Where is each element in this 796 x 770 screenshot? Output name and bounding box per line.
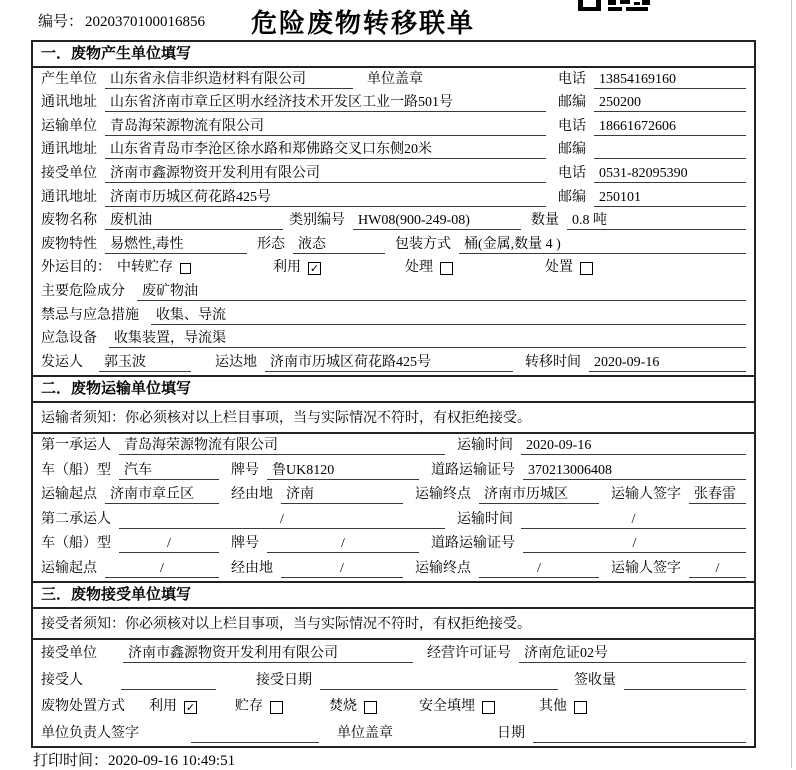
plate-number2-label: 牌号 xyxy=(231,536,259,552)
checkbox-label: 利用 xyxy=(149,699,177,715)
second-carrier-value: / xyxy=(119,511,445,529)
consignor-value: 郭玉波 xyxy=(99,354,191,372)
responsible-signature-row xyxy=(33,719,754,746)
waste-property-row xyxy=(33,233,754,257)
print-time-label: 打印时间： xyxy=(33,753,109,769)
plate-number-label: 牌号 xyxy=(231,462,259,478)
checkbox-label: 贮存 xyxy=(235,699,263,715)
destination-label: 运达地 xyxy=(215,354,257,370)
hazard-component-label: 主要危险成分 xyxy=(41,283,125,299)
transporter-address-label: 通讯地址 xyxy=(41,142,97,158)
section2-header: 二．废物运输单位填写 xyxy=(33,375,754,403)
accept-person-value xyxy=(121,672,216,690)
endpoint-label: 运输终点 xyxy=(415,487,471,503)
checkbox xyxy=(364,701,377,714)
endpoint2-value: / xyxy=(479,560,599,578)
waste-form-label: 形态 xyxy=(257,236,285,252)
qr-code-fragment xyxy=(578,0,650,11)
waste-property-value: 易燃性,毒性 xyxy=(105,236,247,254)
receiver-phone-value: 0531-82095390 xyxy=(594,165,746,183)
producer-address-row xyxy=(33,92,754,116)
accept-unit-value: 济南市鑫源物资开发利用有限公司 xyxy=(123,645,413,663)
purpose-option-dispose xyxy=(545,259,593,277)
business-license-label: 经营许可证号 xyxy=(427,646,511,662)
emergency-equipment-value: 收集装置，导流渠 xyxy=(109,330,746,348)
checkbox xyxy=(180,263,191,274)
transport-route-row xyxy=(33,483,754,508)
waste-code-label: 类别编号 xyxy=(289,213,345,229)
page-title: 危险废物转移联单 xyxy=(250,8,475,38)
contraindication-label: 禁忌与应急措施 xyxy=(41,307,139,323)
receiver-unit-row xyxy=(33,162,754,186)
checkbox xyxy=(440,262,453,275)
carrier-signature2-label: 运输人签字 xyxy=(611,560,681,576)
disposal-option-other xyxy=(539,698,587,716)
checkbox xyxy=(270,701,283,714)
outbound-purpose-row xyxy=(33,257,754,281)
transporter-unit-label: 运输单位 xyxy=(41,118,97,134)
producer-unit-row xyxy=(33,68,754,92)
producer-phone-label: 电话 xyxy=(558,71,586,87)
vehicle-type-row xyxy=(33,458,754,483)
second-carrier-row xyxy=(33,507,754,532)
emergency-equipment-row xyxy=(33,328,754,352)
vehicle-type-value: 汽车 xyxy=(119,462,219,480)
transfer-time-value: 2020-09-16 xyxy=(589,354,746,372)
purpose-option-utilize xyxy=(273,259,321,277)
checkbox xyxy=(482,701,495,714)
producer-address-value: 山东省济南市章丘区明水经济技术开发区工业一路501号 xyxy=(105,94,546,112)
date-value xyxy=(533,725,746,743)
contraindication-value: 收集、导流 xyxy=(151,307,746,325)
transport-time-value: 2020-09-16 xyxy=(521,437,746,455)
waste-quantity-value: 0.8 吨 xyxy=(567,212,746,230)
producer-unit-value: 山东省永信非织造材料有限公司 xyxy=(105,71,353,89)
road-permit2-value: / xyxy=(523,535,746,553)
endpoint2-label: 运输终点 xyxy=(415,560,471,576)
transport-time2-label: 运输时间 xyxy=(457,511,513,527)
packing-method-value: 桶(金属,数量 4 ) xyxy=(459,236,746,254)
responsible-signature-value xyxy=(191,725,319,743)
packing-method-label: 包装方式 xyxy=(395,236,451,252)
transporter-unit-row xyxy=(33,115,754,139)
disposal-method-row xyxy=(33,693,754,720)
disposal-option-incinerate xyxy=(329,698,377,716)
checkbox xyxy=(580,262,593,275)
origin2-label: 运输起点 xyxy=(41,560,97,576)
checkbox-label: 中转贮存 xyxy=(117,260,173,276)
hazard-component-row xyxy=(33,280,754,304)
checkbox-label: 处理 xyxy=(405,260,433,276)
accept-person-label: 接受人 xyxy=(41,672,83,688)
transporter-postcode-value xyxy=(594,141,746,159)
transporter-notice: 运输者须知：你必须核对以上栏目事项，当与实际情况不符时，有权拒绝接受。 xyxy=(33,403,754,434)
first-carrier-value: 青岛海荣源物流有限公司 xyxy=(119,437,445,455)
transporter-address-row xyxy=(33,139,754,163)
transporter-postcode-label: 邮编 xyxy=(558,142,586,158)
via2-value: / xyxy=(281,560,403,578)
producer-phone-value: 13854169160 xyxy=(594,71,746,89)
transport-time2-value: / xyxy=(521,511,746,529)
checkbox-label: 焚烧 xyxy=(329,699,357,715)
carrier-signature-value: 张春雷 xyxy=(689,486,746,504)
receiver-notice: 接受者须知：你必须核对以上栏目事项，当与实际情况不符时，有权拒绝接受。 xyxy=(33,609,754,640)
producer-unit-label: 产生单位 xyxy=(41,71,97,87)
receiver-address-row xyxy=(33,186,754,210)
second-carrier-label: 第二承运人 xyxy=(41,511,111,527)
checkbox-label: 安全填埋 xyxy=(419,699,475,715)
waste-name-label: 废物名称 xyxy=(41,213,97,229)
via-label: 经由地 xyxy=(231,487,273,503)
transporter-address-value: 山东省青岛市李沧区徐水路和郑佛路交叉口东侧20米 xyxy=(105,141,546,159)
receiver-unit-label: 接受单位 xyxy=(41,165,97,181)
receiver-unit-value: 济南市鑫源物资开发利用有限公司 xyxy=(105,165,546,183)
transporter-unit-value: 青岛海荣源物流有限公司 xyxy=(105,118,546,136)
carrier-signature2-value: / xyxy=(689,560,746,578)
unit-seal2-label: 单位盖章 xyxy=(337,725,393,741)
vehicle-type2-label: 车（船）型 xyxy=(41,536,111,552)
accept-unit-label: 接受单位 xyxy=(41,646,97,662)
waste-name-value: 废机油 xyxy=(105,212,283,230)
disposal-option-utilize xyxy=(149,698,197,716)
hazard-component-value: 废矿物油 xyxy=(137,283,746,301)
producer-postcode-label: 邮编 xyxy=(558,95,586,111)
via-value: 济南 xyxy=(281,486,403,504)
checkbox xyxy=(574,701,587,714)
plate-number-value: 鲁UK8120 xyxy=(267,462,419,480)
section1-header: 一．废物产生单位填写 xyxy=(33,42,754,68)
origin2-value: / xyxy=(105,560,219,578)
waste-quantity-label: 数量 xyxy=(531,213,559,229)
transport-route2-row xyxy=(33,556,754,581)
contraindication-row xyxy=(33,304,754,328)
window-right-edge xyxy=(791,0,792,768)
disposal-method-label: 废物处置方式 xyxy=(41,699,125,715)
waste-form-value: 液态 xyxy=(293,236,385,254)
serial-label: 编号： xyxy=(38,14,84,30)
purpose-option-treat xyxy=(405,259,453,277)
first-carrier-row xyxy=(33,434,754,459)
business-license-value: 济南危证02号 xyxy=(519,645,746,663)
origin-value: 济南市章丘区 xyxy=(105,486,219,504)
road-permit-label: 道路运输证号 xyxy=(431,462,515,478)
origin-label: 运输起点 xyxy=(41,487,97,503)
producer-address-label: 通讯地址 xyxy=(41,95,97,111)
consignor-label: 发运人 xyxy=(41,354,83,370)
vehicle-type-label: 车（船）型 xyxy=(41,462,111,478)
receiver-address-value: 济南市历城区荷花路425号 xyxy=(105,189,546,207)
vehicle-type2-value: / xyxy=(119,535,219,553)
section3-header: 三．废物接受单位填写 xyxy=(33,581,754,609)
date-label: 日期 xyxy=(497,725,525,741)
transporter-phone-value: 18661672606 xyxy=(594,118,746,136)
transfer-time-label: 转移时间 xyxy=(525,354,581,370)
signed-quantity-value xyxy=(624,672,746,690)
transfer-form xyxy=(31,40,756,748)
accept-unit-row xyxy=(33,640,754,667)
vehicle-type2-row xyxy=(33,532,754,557)
receiver-postcode-label: 邮编 xyxy=(558,189,586,205)
checkbox-label: 处置 xyxy=(545,260,573,276)
checkbox: ✓ xyxy=(309,261,320,275)
checkbox-label: 其他 xyxy=(539,699,567,715)
road-permit-value: 370213006408 xyxy=(523,462,746,480)
purpose-option-transfer-storage xyxy=(117,259,191,277)
disposal-option-storage xyxy=(235,698,283,716)
destination-value: 济南市历城区荷花路425号 xyxy=(265,354,513,372)
accept-date-label: 接受日期 xyxy=(256,672,312,688)
receiver-phone-label: 电话 xyxy=(558,165,586,181)
disposal-option-landfill xyxy=(419,698,495,716)
checkbox-label: 利用 xyxy=(273,260,301,276)
consignor-row xyxy=(33,351,754,375)
producer-postcode-value: 250200 xyxy=(594,94,746,112)
waste-property-label: 废物特性 xyxy=(41,236,97,252)
responsible-signature-label: 单位负责人签字 xyxy=(41,725,139,741)
print-time-line xyxy=(33,749,235,770)
emergency-equipment-label: 应急设备 xyxy=(41,331,97,347)
unit-seal-label: 单位盖章 xyxy=(367,71,423,87)
print-time-value: 2020-09-16 10:49:51 xyxy=(108,753,236,769)
serial-number: 2020370100016856 xyxy=(85,14,206,30)
via2-label: 经由地 xyxy=(231,560,273,576)
transporter-phone-label: 电话 xyxy=(558,118,586,134)
accept-person-row xyxy=(33,666,754,693)
receiver-postcode-value: 250101 xyxy=(594,189,746,207)
checkbox: ✓ xyxy=(185,700,196,714)
transport-time-label: 运输时间 xyxy=(457,438,513,454)
carrier-signature-label: 运输人签字 xyxy=(611,487,681,503)
outbound-purpose-label: 外运目的： xyxy=(41,260,111,276)
waste-name-row xyxy=(33,210,754,234)
receiver-address-label: 通讯地址 xyxy=(41,189,97,205)
endpoint-value: 济南市历城区 xyxy=(479,486,599,504)
accept-date-value xyxy=(320,672,558,690)
signed-quantity-label: 签收量 xyxy=(574,672,616,688)
plate-number2-value: / xyxy=(267,535,419,553)
road-permit2-label: 道路运输证号 xyxy=(431,536,515,552)
waste-code-value: HW08(900-249-08) xyxy=(353,212,521,230)
document-header xyxy=(0,0,796,40)
first-carrier-label: 第一承运人 xyxy=(41,438,111,454)
